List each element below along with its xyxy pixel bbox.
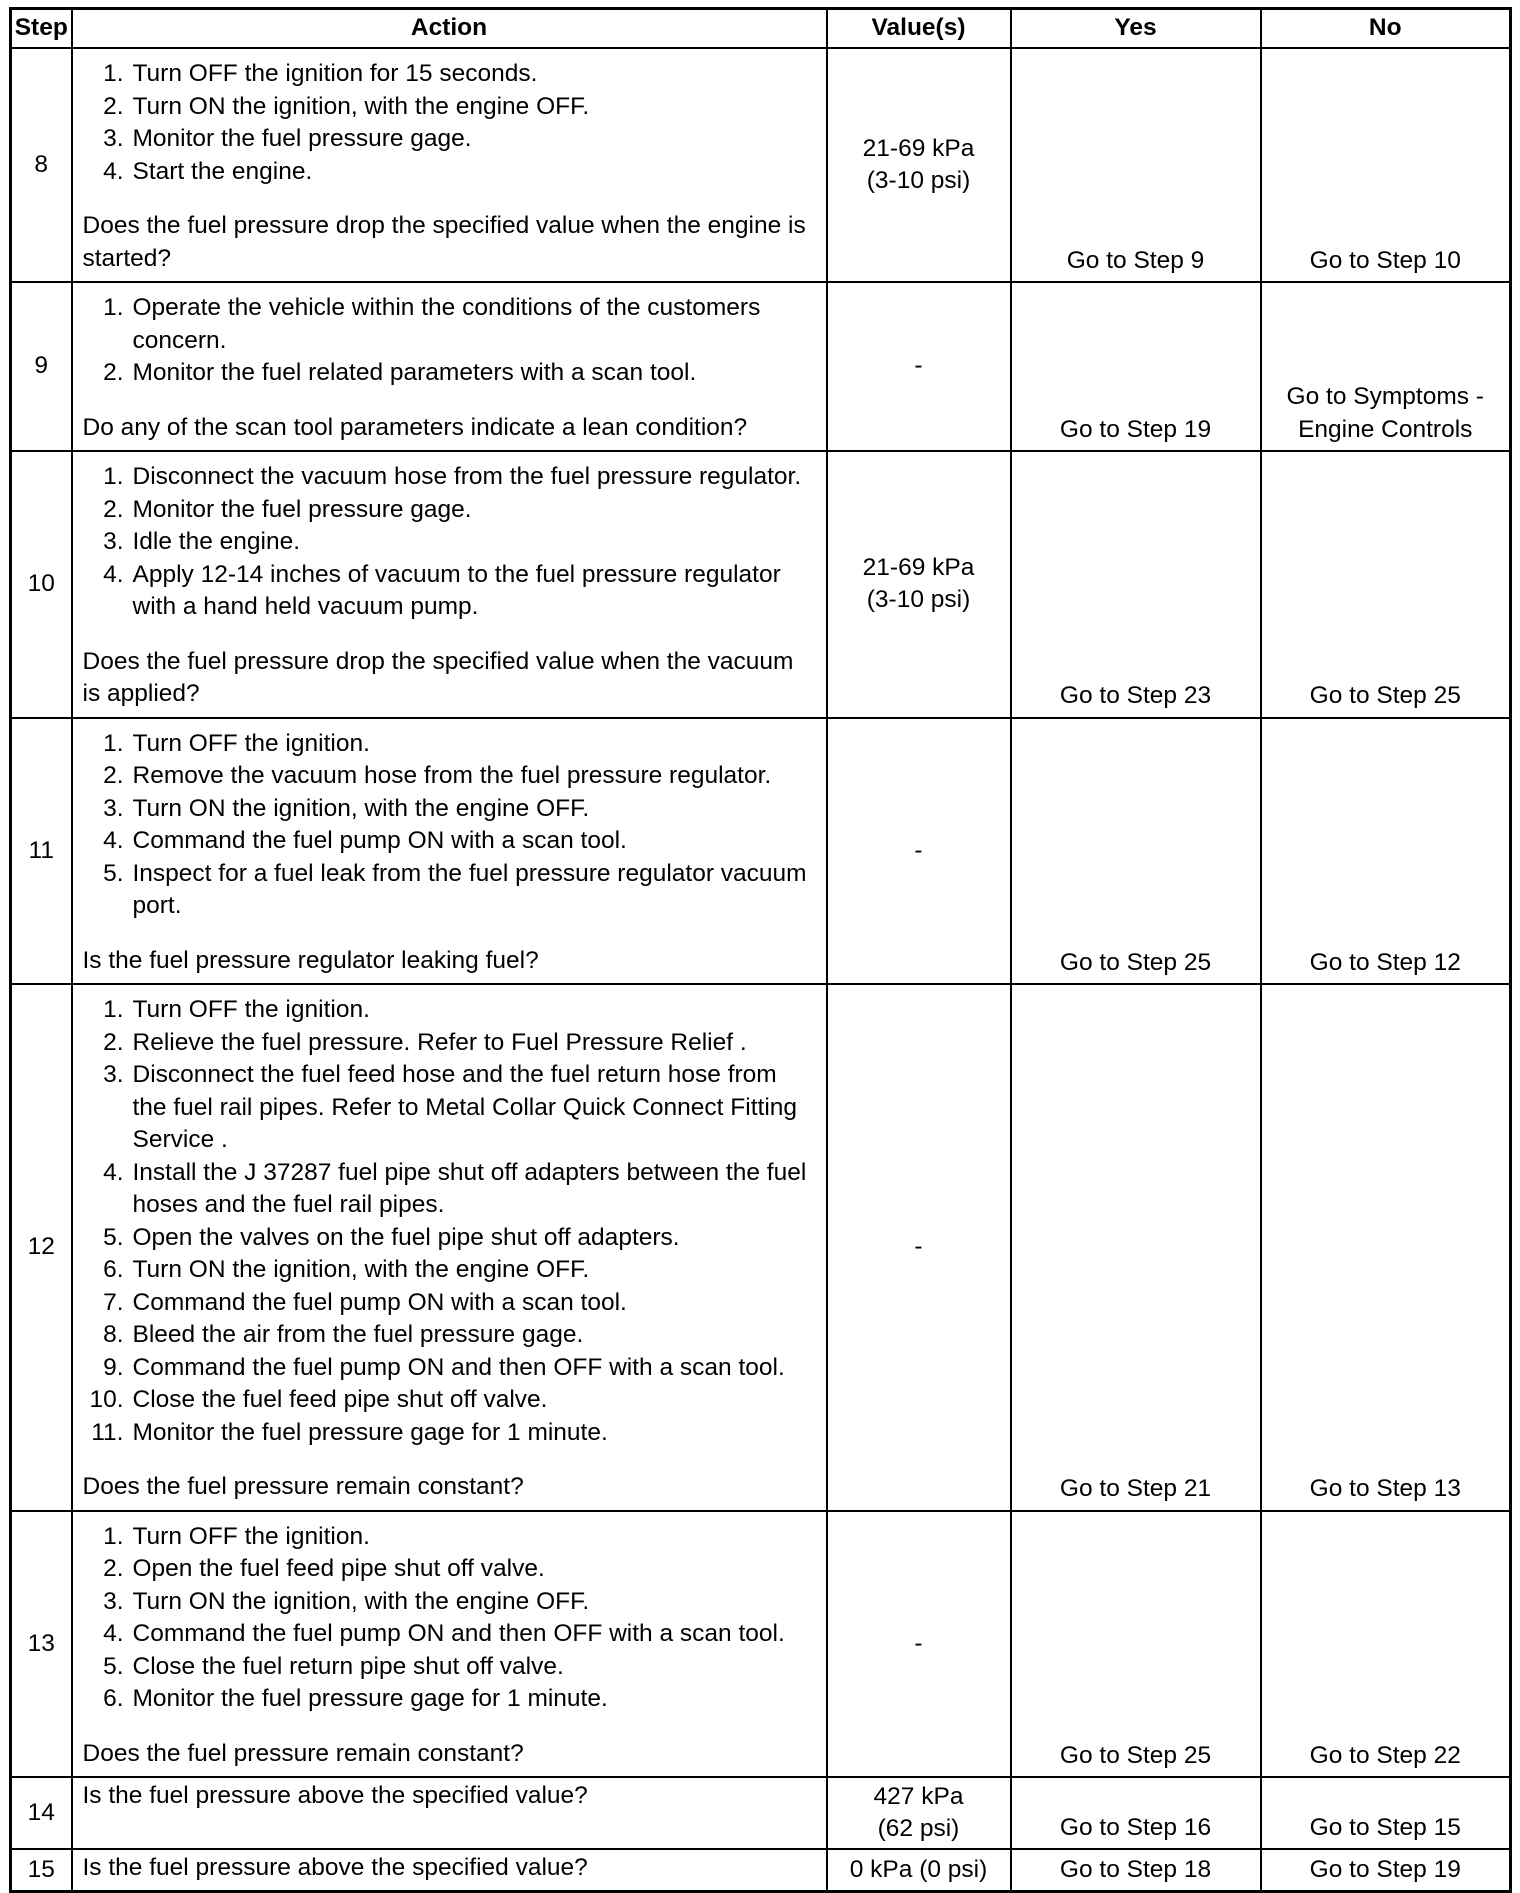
item-text: Turn OFF the ignition for 15 seconds. xyxy=(132,60,538,87)
question-text: Does the fuel pressure remain constant? xyxy=(82,1473,524,1500)
step-number: 12 xyxy=(11,984,72,1511)
table-row-step-15 xyxy=(11,1849,1511,1891)
item-text: Command the fuel pump ON with a scan tool. xyxy=(132,827,627,854)
action-list xyxy=(83,461,812,624)
action-cell xyxy=(72,984,827,1511)
action-list xyxy=(83,1521,812,1716)
value-line: (3-10 psi) xyxy=(866,586,971,614)
no-cell: Go to Step 12 xyxy=(1261,718,1511,985)
item-text: Monitor the fuel pressure gage. xyxy=(132,495,472,523)
value-cell xyxy=(827,718,1011,985)
table-row-step-14 xyxy=(11,1777,1511,1849)
item-number: 4. xyxy=(103,1620,124,1647)
yes-cell: Go to Step 9 xyxy=(1011,48,1261,282)
item-text: Idle the engine. xyxy=(132,528,301,555)
no-line: Engine Controls xyxy=(1298,415,1473,443)
question-text: Does the fuel pressure remain constant? xyxy=(82,1739,524,1767)
list-item xyxy=(83,1059,812,1157)
step-number: 11 xyxy=(11,718,72,985)
yes-cell: Go to Step 18 xyxy=(1011,1849,1261,1891)
item-number: 4. xyxy=(103,827,124,854)
action-cell xyxy=(72,48,827,282)
item-number: 5. xyxy=(103,1652,124,1680)
list-item xyxy=(83,994,812,1027)
yes-cell: Go to Step 25 xyxy=(1011,718,1261,985)
action-cell xyxy=(72,1849,827,1891)
value-cell xyxy=(827,984,1011,1511)
item-number: 4. xyxy=(103,1158,124,1186)
value-cell xyxy=(827,1511,1011,1778)
action-cell xyxy=(72,282,827,451)
item-text: Bleed the air from the fuel pressure gage. xyxy=(132,1321,584,1348)
item-number: 2. xyxy=(103,92,124,120)
item-text: Turn OFF the ignition. xyxy=(132,996,370,1023)
list-item xyxy=(83,1222,812,1255)
step-number: 9 xyxy=(11,282,72,451)
question-text: Is the fuel pressure regulator leaking fuel? xyxy=(82,946,539,974)
list-item xyxy=(83,1319,812,1352)
item-text: Open the valves on the fuel pipe shut off adapters. xyxy=(132,1223,680,1251)
item-number: 5. xyxy=(103,1223,124,1251)
list-item xyxy=(83,91,812,124)
list-item xyxy=(83,1683,812,1716)
list-item xyxy=(83,1254,812,1287)
table-row-step-11 xyxy=(11,718,1511,985)
list-item xyxy=(83,123,812,156)
no-line: Go to Symptoms - xyxy=(1286,383,1484,410)
list-item xyxy=(83,728,812,761)
item-number: 3. xyxy=(103,528,124,555)
no-cell xyxy=(1261,282,1511,451)
question-text: Is the fuel pressure above the specified value? xyxy=(82,1854,588,1881)
list-item xyxy=(83,1027,812,1060)
list-item xyxy=(83,1352,812,1385)
list-item xyxy=(83,1553,812,1586)
diagnostic-table-container xyxy=(9,7,1509,1893)
list-item xyxy=(83,461,812,494)
list-item xyxy=(83,357,812,390)
item-text: Command the fuel pump ON with a scan tool. xyxy=(132,1288,627,1316)
list-item xyxy=(83,1417,812,1450)
list-item xyxy=(83,1521,812,1554)
yes-cell: Go to Step 16 xyxy=(1011,1777,1261,1849)
value-line: - xyxy=(914,1233,923,1260)
item-number: 1. xyxy=(103,294,124,321)
list-item xyxy=(83,858,812,923)
item-text: Command the fuel pump ON and then OFF with a scan tool. xyxy=(132,1353,785,1381)
item-number: 6. xyxy=(103,1256,124,1283)
item-number: 7. xyxy=(103,1288,124,1316)
item-number: 10. xyxy=(89,1386,124,1413)
step-number: 10 xyxy=(11,451,72,718)
item-text: Install the J 37287 fuel pipe shut off adapters between the fuel hoses and the fuel rail pipes. xyxy=(132,1158,807,1218)
table-row-step-10 xyxy=(11,451,1511,718)
item-number: 5. xyxy=(103,859,124,887)
list-item xyxy=(83,292,812,357)
item-text: Close the fuel return pipe shut off valve. xyxy=(132,1652,564,1680)
table-row-step-12 xyxy=(11,984,1511,1511)
item-number: 2. xyxy=(103,495,124,523)
list-item xyxy=(83,526,812,559)
header-step: Step xyxy=(11,9,72,49)
item-text: Open the fuel feed pipe shut off valve. xyxy=(132,1555,545,1582)
value-line: (3-10 psi) xyxy=(866,167,971,194)
item-text: Remove the vacuum hose from the fuel pressure regulator. xyxy=(132,762,772,789)
diagnostic-table xyxy=(9,7,1512,1893)
list-item xyxy=(83,1157,812,1222)
item-text: Start the engine. xyxy=(132,157,313,185)
item-text: Apply 12-14 inches of vacuum to the fuel pressure regulator with a hand held vacuum pump. xyxy=(132,560,781,620)
item-number: 1. xyxy=(103,996,124,1023)
list-item xyxy=(83,1651,812,1684)
item-number: 2. xyxy=(103,1555,124,1582)
header-row xyxy=(11,9,1511,49)
item-text: Turn ON the ignition, with the engine OFF. xyxy=(132,92,590,120)
item-text: Turn ON the ignition, with the engine OFF. xyxy=(132,1256,590,1283)
item-number: 1. xyxy=(103,729,124,757)
action-list xyxy=(83,292,812,390)
list-item xyxy=(83,1618,812,1651)
value-line: 21-69 kPa xyxy=(862,134,975,162)
value-line: - xyxy=(914,352,923,380)
item-number: 3. xyxy=(103,1587,124,1615)
no-cell: Go to Step 13 xyxy=(1261,984,1511,1511)
item-text: Turn ON the ignition, with the engine OFF. xyxy=(132,1587,590,1615)
table-row-step-13 xyxy=(11,1511,1511,1778)
header-action: Action xyxy=(72,9,827,49)
item-number: 2. xyxy=(103,762,124,789)
item-text: Monitor the fuel related parameters with a scan tool. xyxy=(132,359,697,386)
list-item xyxy=(83,825,812,858)
item-text: Command the fuel pump ON and then OFF with a scan tool. xyxy=(132,1620,785,1647)
list-item xyxy=(83,58,812,91)
value-line: - xyxy=(914,836,923,864)
item-text: Turn OFF the ignition. xyxy=(132,729,370,757)
table-row-step-9 xyxy=(11,282,1511,451)
step-number: 15 xyxy=(11,1849,72,1891)
item-number: 4. xyxy=(103,560,124,588)
item-text: Inspect for a fuel leak from the fuel pressure regulator vacuum port. xyxy=(132,859,807,919)
action-cell xyxy=(72,718,827,985)
no-cell: Go to Step 22 xyxy=(1261,1511,1511,1778)
item-number: 3. xyxy=(103,1061,124,1088)
question-text: Does the fuel pressure drop the specified value when the vacuum is applied? xyxy=(82,647,794,707)
list-item xyxy=(83,494,812,527)
question-text: Do any of the scan tool parameters indicate a lean condition? xyxy=(82,413,748,441)
no-cell: Go to Step 10 xyxy=(1261,48,1511,282)
list-item xyxy=(83,1384,812,1417)
no-cell: Go to Step 19 xyxy=(1261,1849,1511,1891)
question-text: Is the fuel pressure above the specified value? xyxy=(82,1782,588,1809)
question-text: Does the fuel pressure drop the specified value when the engine is started? xyxy=(82,212,806,272)
value-line: 0 kPa (0 psi) xyxy=(849,1855,988,1883)
item-text: Monitor the fuel pressure gage for 1 minute. xyxy=(132,1418,608,1446)
item-number: 8. xyxy=(103,1321,124,1348)
item-text: Operate the vehicle within the conditions of the customers concern. xyxy=(132,294,761,354)
value-cell xyxy=(827,282,1011,451)
item-text: Relieve the fuel pressure. Refer to Fuel Pressure Relief . xyxy=(132,1028,747,1056)
value-cell xyxy=(827,1849,1011,1891)
value-line: (62 psi) xyxy=(877,1815,960,1842)
yes-cell: Go to Step 23 xyxy=(1011,451,1261,718)
item-number: 4. xyxy=(103,157,124,185)
item-number: 1. xyxy=(103,60,124,87)
item-number: 3. xyxy=(103,794,124,822)
item-text: Disconnect the vacuum hose from the fuel pressure regulator. xyxy=(132,463,802,490)
yes-cell: Go to Step 25 xyxy=(1011,1511,1261,1778)
action-list xyxy=(83,58,812,188)
header-no: No xyxy=(1261,9,1511,49)
value-line: - xyxy=(914,1629,923,1657)
no-cell: Go to Step 15 xyxy=(1261,1777,1511,1849)
step-number: 14 xyxy=(11,1777,72,1849)
value-line: 427 kPa xyxy=(873,1782,964,1810)
item-number: 3. xyxy=(103,125,124,152)
list-item xyxy=(83,559,812,624)
header-values: Value(s) xyxy=(827,9,1011,49)
item-number: 1. xyxy=(103,463,124,490)
action-cell xyxy=(72,1777,827,1849)
list-item xyxy=(83,760,812,793)
yes-cell: Go to Step 19 xyxy=(1011,282,1261,451)
list-item xyxy=(83,1586,812,1619)
list-item xyxy=(83,793,812,826)
yes-cell: Go to Step 21 xyxy=(1011,984,1261,1511)
item-number: 11. xyxy=(91,1418,124,1446)
item-text: Disconnect the fuel feed hose and the fuel return hose from the fuel rail pipes. Refer to Metal Collar Quick Connect Fitting Service . xyxy=(132,1061,798,1153)
item-number: 2. xyxy=(103,1028,124,1056)
list-item xyxy=(83,1287,812,1320)
action-list xyxy=(83,994,812,1449)
step-number: 13 xyxy=(11,1511,72,1778)
table-row-step-8 xyxy=(11,48,1511,282)
action-cell xyxy=(72,1511,827,1778)
item-text: Close the fuel feed pipe shut off valve. xyxy=(132,1386,548,1413)
value-cell xyxy=(827,1777,1011,1849)
item-text: Turn OFF the ignition. xyxy=(132,1522,370,1550)
item-text: Monitor the fuel pressure gage. xyxy=(132,125,472,152)
action-list xyxy=(83,728,812,923)
item-number: 9. xyxy=(103,1353,124,1381)
list-item xyxy=(83,156,812,189)
value-cell xyxy=(827,451,1011,718)
item-number: 1. xyxy=(103,1522,124,1550)
item-text: Monitor the fuel pressure gage for 1 minute. xyxy=(132,1685,608,1712)
step-number: 8 xyxy=(11,48,72,282)
item-number: 6. xyxy=(103,1685,124,1712)
item-number: 2. xyxy=(103,359,124,386)
item-text: Turn ON the ignition, with the engine OFF. xyxy=(132,794,590,822)
no-cell: Go to Step 25 xyxy=(1261,451,1511,718)
value-cell xyxy=(827,48,1011,282)
value-line: 21-69 kPa xyxy=(862,553,975,581)
action-cell xyxy=(72,451,827,718)
header-yes: Yes xyxy=(1011,9,1261,49)
